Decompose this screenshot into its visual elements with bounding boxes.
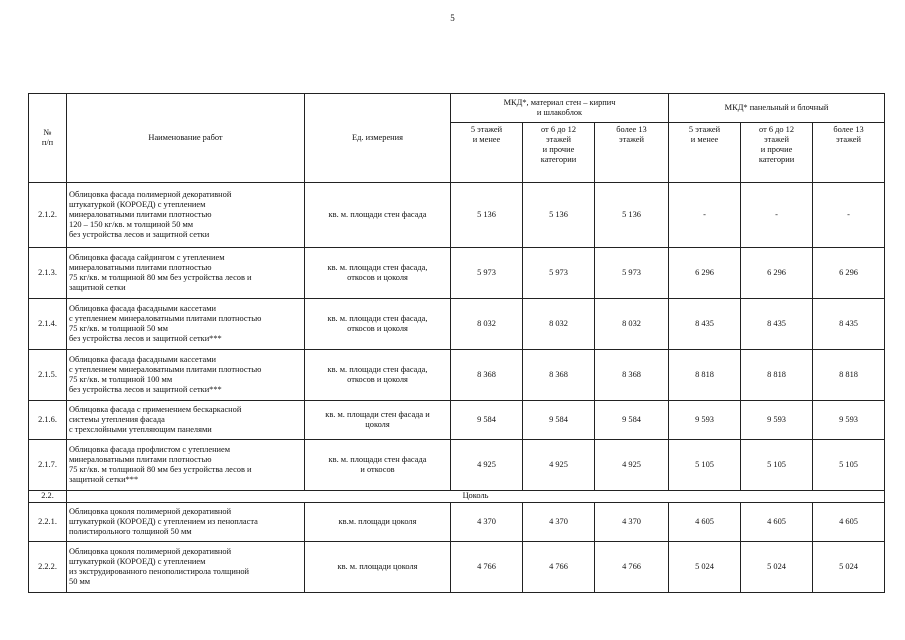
table-row bbox=[29, 183, 885, 248]
price-cell: 5 105 bbox=[669, 440, 741, 491]
row-num: 2.2.2. bbox=[29, 542, 67, 593]
price-cell: 5 973 bbox=[595, 248, 669, 299]
work-name: Облицовка цоколя полимерной декоративной штукатуркой (КОРОЕД) с утеплением из пенопласта полистирольного толщиной 50 мм bbox=[67, 503, 305, 542]
table-row bbox=[29, 350, 885, 401]
work-name: Облицовка фасада фасадными кассетами с утеплением минераловатными плитами плотностью 75 кг/кв. м толщиной 50 мм без устройства лесов и защитной сетки*** bbox=[67, 299, 305, 350]
price-cell: 4 370 bbox=[523, 503, 595, 542]
price-cell: 8 032 bbox=[523, 299, 595, 350]
work-name: Облицовка фасада фасадными кассетами с утеплением минераловатными плитами плотностью 75 кг/кв. м толщиной 100 мм без устройства лесов и защитной сетки*** bbox=[67, 350, 305, 401]
price-cell: 4 766 bbox=[523, 542, 595, 593]
header-sub: более 13 этажей bbox=[595, 123, 669, 183]
price-cell: 8 818 bbox=[741, 350, 813, 401]
row-num: 2.1.5. bbox=[29, 350, 67, 401]
unit-cell: кв.м. площади цоколя bbox=[305, 503, 451, 542]
unit-cell: кв. м. площади стен фасада, откосов и цоколя bbox=[305, 299, 451, 350]
header-sub: 5 этажей и менее bbox=[451, 123, 523, 183]
row-num: 2.1.2. bbox=[29, 183, 67, 248]
work-name: Облицовка фасада профлистом с утеплением минераловатными плитами плотностью 75 кг/кв. м толщиной 80 мм без устройства лесов и защитной сетки*** bbox=[67, 440, 305, 491]
unit-cell: кв. м. площади стен фасада, откосов и цоколя bbox=[305, 248, 451, 299]
header-sub: от 6 до 12 этажей и прочие категории bbox=[523, 123, 595, 183]
header-group-panel: МКД* панельный и блочный bbox=[669, 94, 885, 123]
unit-cell: кв. м. площади стен фасада и откосов bbox=[305, 440, 451, 491]
table-row bbox=[29, 299, 885, 350]
price-cell: 8 368 bbox=[523, 350, 595, 401]
price-cell: 9 584 bbox=[523, 401, 595, 440]
price-cell: 4 605 bbox=[741, 503, 813, 542]
section-row bbox=[29, 491, 885, 503]
price-cell: 8 435 bbox=[741, 299, 813, 350]
price-cell: 8 032 bbox=[451, 299, 523, 350]
unit-cell: кв. м. площади стен фасада bbox=[305, 183, 451, 248]
table-row bbox=[29, 440, 885, 491]
price-cell: 6 296 bbox=[741, 248, 813, 299]
price-cell: 4 605 bbox=[813, 503, 885, 542]
page-number: 5 bbox=[450, 13, 455, 23]
work-name: Облицовка фасада полимерной декоративной штукатуркой (КОРОЕД) с утеплением минераловатными плитами плотностью 120 – 150 кг/кв. м толщиной 50 мм без устройства лесов и защитной сетки bbox=[67, 183, 305, 248]
price-cell: 8 368 bbox=[595, 350, 669, 401]
price-cell: 9 584 bbox=[595, 401, 669, 440]
row-num: 2.1.6. bbox=[29, 401, 67, 440]
work-name: Облицовка фасада с применением бескаркасной системы утепления фасада с трехслойными утепляющим панелями bbox=[67, 401, 305, 440]
price-cell: 4 370 bbox=[451, 503, 523, 542]
table-row bbox=[29, 503, 885, 542]
price-cell: 9 593 bbox=[813, 401, 885, 440]
header-sub: от 6 до 12 этажей и прочие категории bbox=[741, 123, 813, 183]
price-cell: 5 973 bbox=[523, 248, 595, 299]
section-num: 2.2. bbox=[29, 491, 67, 503]
price-cell: 5 024 bbox=[813, 542, 885, 593]
price-cell: - bbox=[813, 183, 885, 248]
price-cell: 8 435 bbox=[669, 299, 741, 350]
table-row bbox=[29, 248, 885, 299]
header-sub: 5 этажей и менее bbox=[669, 123, 741, 183]
header-unit: Ед. измерения bbox=[305, 94, 451, 183]
row-num: 2.2.1. bbox=[29, 503, 67, 542]
price-cell: - bbox=[669, 183, 741, 248]
header-num: № п/п bbox=[29, 94, 67, 183]
price-cell: 6 296 bbox=[813, 248, 885, 299]
unit-cell: кв. м. площади стен фасада и цоколя bbox=[305, 401, 451, 440]
price-cell: 8 368 bbox=[451, 350, 523, 401]
header-name: Наименование работ bbox=[67, 94, 305, 183]
header-group-brick: МКД*, материал стен – кирпич и шлакоблок bbox=[451, 94, 669, 123]
price-cell: 6 296 bbox=[669, 248, 741, 299]
price-cell: 9 593 bbox=[669, 401, 741, 440]
row-num: 2.1.4. bbox=[29, 299, 67, 350]
price-cell: 4 766 bbox=[595, 542, 669, 593]
price-cell: 8 435 bbox=[813, 299, 885, 350]
price-cell: 5 973 bbox=[451, 248, 523, 299]
price-cell: 4 925 bbox=[595, 440, 669, 491]
table-row bbox=[29, 542, 885, 593]
price-cell: 5 024 bbox=[669, 542, 741, 593]
price-cell: 5 136 bbox=[451, 183, 523, 248]
section-title: Цоколь bbox=[67, 491, 885, 503]
price-table bbox=[28, 93, 885, 593]
price-cell: 4 605 bbox=[669, 503, 741, 542]
price-cell: 4 766 bbox=[451, 542, 523, 593]
work-name: Облицовка фасада сайдингом с утеплением минераловатными плитами плотностью 75 кг/кв. м толщиной 80 мм без устройства лесов и защитной сетки bbox=[67, 248, 305, 299]
unit-cell: кв. м. площади стен фасада, откосов и цоколя bbox=[305, 350, 451, 401]
price-cell: 5 136 bbox=[595, 183, 669, 248]
price-cell: 4 925 bbox=[451, 440, 523, 491]
price-cell: 5 136 bbox=[523, 183, 595, 248]
row-num: 2.1.3. bbox=[29, 248, 67, 299]
price-cell: 4 925 bbox=[523, 440, 595, 491]
header-sub: более 13 этажей bbox=[813, 123, 885, 183]
unit-cell: кв. м. площади цоколя bbox=[305, 542, 451, 593]
row-num: 2.1.7. bbox=[29, 440, 67, 491]
price-cell: 8 818 bbox=[813, 350, 885, 401]
price-cell: 9 584 bbox=[451, 401, 523, 440]
price-cell: 8 032 bbox=[595, 299, 669, 350]
price-cell: 4 370 bbox=[595, 503, 669, 542]
table-row bbox=[29, 401, 885, 440]
work-name: Облицовка цоколя полимерной декоративной штукатуркой (КОРОЕД) с утеплением из экструдированного пенополистирола толщиной 50 мм bbox=[67, 542, 305, 593]
price-cell: 8 818 bbox=[669, 350, 741, 401]
price-cell: 5 024 bbox=[741, 542, 813, 593]
price-cell: 5 105 bbox=[813, 440, 885, 491]
price-cell: - bbox=[741, 183, 813, 248]
price-cell: 5 105 bbox=[741, 440, 813, 491]
price-cell: 9 593 bbox=[741, 401, 813, 440]
